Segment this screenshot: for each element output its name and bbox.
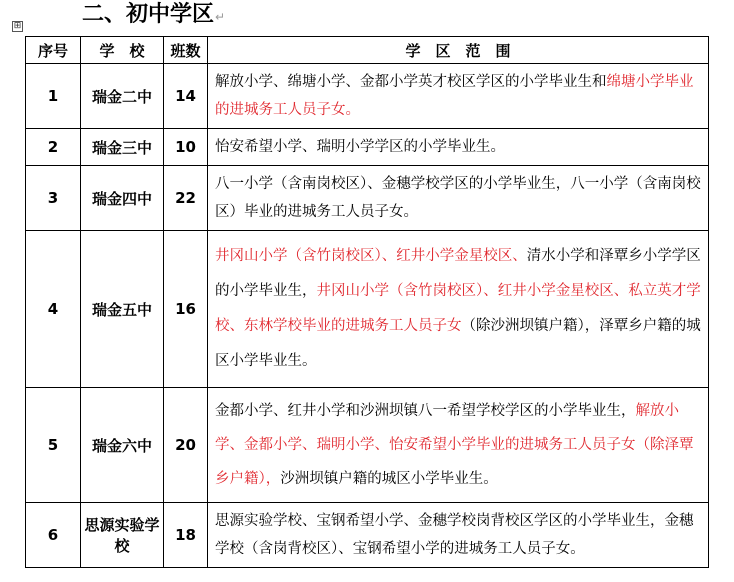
area-text: 八一小学（含南岗校区）、金穗学校学区的小学毕业生，八一小学（含南岗校区）毕业的进城务工人员子女。 [215,176,701,220]
row-school: 思源实验学校 [81,503,164,568]
area-text-red: 绵塘小学毕业的进城务工人员子女。 [215,74,694,118]
row-school: 瑞金六中 [81,388,164,503]
row-school: 瑞金二中 [81,64,164,129]
area-text: 思源实验学校、宝钢希望小学、金穗学校岗背校区学区的小学毕业生，金穗学校（含岗背校区）、宝钢希望小学的进城务工人员子女。 [215,513,694,557]
row-classes: 14 [164,64,208,129]
row-school: 瑞金五中 [81,231,164,388]
paragraph-mark-icon: ↵ [215,10,226,24]
row-classes: 20 [164,388,208,503]
row-area [208,129,709,166]
header-classes: 班数 [164,37,208,64]
row-no: 3 [26,166,81,231]
header-no: 序号 [26,37,81,64]
row-school: 瑞金三中 [81,129,164,166]
area-text-red: 井冈山小学（含竹岗校区）、红井小学金星校区、私立英才学校、东林学校毕业的进城务工人员子女 [215,283,701,334]
table-row [26,503,709,568]
area-text: 怡安希望小学、瑞明小学学区的小学毕业生。 [215,139,505,155]
row-classes: 16 [164,231,208,388]
row-classes: 22 [164,166,208,231]
row-classes: 10 [164,129,208,166]
heading-text: 二、初中学区 [82,2,215,27]
area-text-red: 解放小学、金都小学、瑞明小学、怡安希望小学毕业的进城务工人员子女（除泽覃乡户籍）， [215,403,694,487]
section-heading [82,0,225,32]
row-school: 瑞金四中 [81,166,164,231]
area-text-red: 井冈山小学（含竹岗校区）、红井小学金星校区、 [215,248,527,264]
row-area [208,64,709,129]
table-move-handle-icon[interactable]: ⊞ [13,21,22,31]
row-no: 4 [26,231,81,388]
table-row [26,166,709,231]
table-row [26,388,709,503]
row-area [208,388,709,503]
table-header-row [26,37,709,64]
header-school: 学 校 [81,37,164,64]
row-area [208,503,709,568]
header-area: 学 区 范 围 [208,37,709,64]
area-text: （除沙洲坝镇户籍），泽覃乡户籍的城区小学毕业生。 [215,318,701,369]
row-no: 1 [26,64,81,129]
row-no: 2 [26,129,81,166]
table-row [26,129,709,166]
area-text: 金都小学、红井小学和沙洲坝镇八一希望学校学区的小学毕业生， [215,403,636,419]
row-no: 5 [26,388,81,503]
area-text: 解放小学、绵塘小学、金都小学英才校区学区的小学毕业生和 [215,74,607,90]
school-district-table [25,36,709,568]
row-classes: 18 [164,503,208,568]
area-text: 清水小学和泽覃乡小学学区的小学毕业生， [215,248,701,299]
area-text: 沙洲坝镇户籍的城区小学毕业生。 [280,471,498,487]
row-no: 6 [26,503,81,568]
row-area [208,166,709,231]
table-row [26,64,709,129]
row-area [208,231,709,388]
table-row [26,231,709,388]
